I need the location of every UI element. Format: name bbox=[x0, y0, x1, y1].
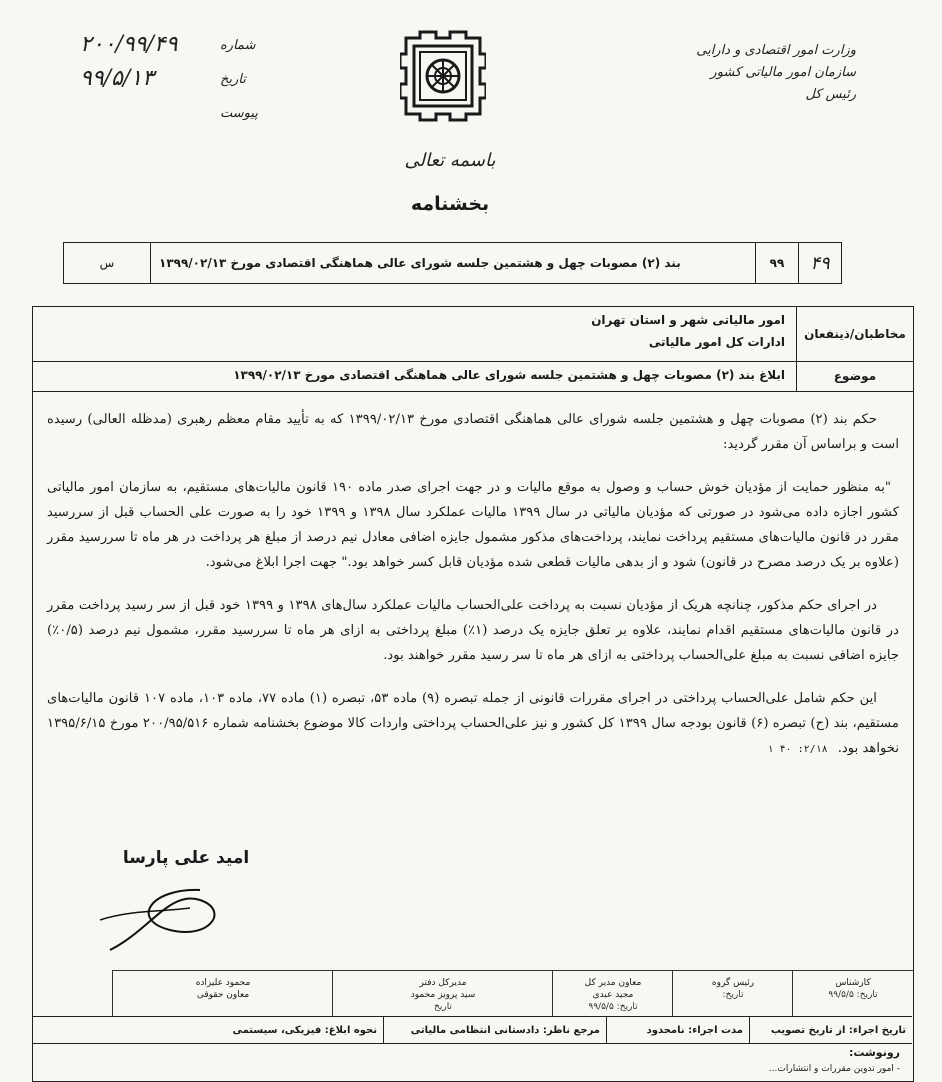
subject-row bbox=[33, 361, 913, 392]
approval-legal-deputy bbox=[112, 970, 333, 1017]
approval-role: معاون حقوقی bbox=[196, 990, 250, 1000]
approval-director bbox=[332, 970, 553, 1017]
addressee-line-2: ادارات کل امور مالیاتی bbox=[648, 335, 785, 349]
approval-date: تاریخ: ۹۹/۵/۵ bbox=[588, 1002, 638, 1012]
number-value: ۲۰۰/۹۹/۴۹ bbox=[80, 32, 178, 57]
approval-date: تاریخ: bbox=[722, 990, 744, 1000]
ministry-line-3: رئیس کل bbox=[805, 87, 856, 102]
execution-duration: مدت اجراء: نامحدود bbox=[606, 1017, 749, 1043]
cc-title: رونوشت: bbox=[848, 1046, 900, 1059]
approval-date: تاریخ bbox=[434, 1002, 452, 1012]
ministry-line-2: سازمان امور مالیاتی کشور bbox=[710, 65, 856, 80]
body-paragraph-4-text: این حکم شامل علی‌الحساب پرداختی در اجرای مقررات قانونی از جمله تبصره (۹) ماده ۵۳، تبصره (۱) ماده ۷۷، ماده ۱۰۳، ماده ۱۰۷ قانون مالیات‌های مستقیم، بند (ح) تبصره (۶) قانون بودجه سال ۱۳۹۹ کل کشور و نیز علی‌الحساب پرداختی واردات کالا موضوع بخشنامه شماره ۲۰۰/۹۵/۵۱۶ مورخ ۱۳۹۵/۶/۱۵ نخواهد بود. bbox=[47, 691, 899, 756]
addressees-row bbox=[33, 307, 913, 362]
handwritten-date-note: ۱ ۴۰ :۲/۱۸ bbox=[767, 744, 828, 755]
body-paragraph-1: حکم بند (۲) مصوبات چهل و هشتمین جلسه شورای عالی هماهنگی اقتصادی مورخ ۱۳۹۹/۰۲/۱۳ که به تأیید مقام معظم رهبری (مدظله العالی) رسیده است و براساس آن مقرر گردید: bbox=[47, 412, 899, 452]
reference-year: ۹۹ bbox=[755, 243, 798, 283]
cc-line: - امور تدوین مقررات و انتشارات... bbox=[768, 1064, 900, 1074]
ministry-line-1: وزارت امور اقتصادی و دارایی bbox=[696, 43, 856, 58]
reference-number: ۴۹ bbox=[798, 243, 841, 283]
reference-row bbox=[63, 242, 842, 284]
approval-name: محمود علیزاده bbox=[195, 978, 251, 988]
approval-name: مجید عبدی bbox=[592, 990, 634, 1000]
footer-row bbox=[32, 1016, 912, 1044]
date-value: ۹۹/۵/۱۳ bbox=[80, 66, 154, 91]
date-label: تاریخ bbox=[220, 72, 246, 87]
letter-meta bbox=[70, 30, 270, 132]
approval-role: کارشناس bbox=[835, 978, 871, 988]
notification-method: نحوه ابلاغ: فیزیکی، سیستمی bbox=[32, 1017, 383, 1043]
approval-deputy-director bbox=[552, 970, 673, 1017]
circular-body-box bbox=[32, 306, 914, 1082]
approval-role: معاون مدیر کل bbox=[584, 978, 642, 988]
approval-name: سید پرویز محمود bbox=[410, 990, 476, 1000]
body-text bbox=[47, 407, 899, 780]
number-label: شماره bbox=[220, 38, 256, 53]
organization-logo bbox=[400, 28, 486, 124]
body-paragraph-3: در اجرای حکم مذکور، چنانچه هریک از مؤدیان نسبت به پرداخت علی‌الحساب مالیات عملکرد سال‌های ۱۳۹۸ و ۱۳۹۹ خود قبل از سر رسید پرداخت مقرر در قانون مالیات‌های مستقیم اقدام نمایند، علاوه بر تعلق جایزه یک درصد (۱٪) مبلغ پرداختی به ازای هر ماه تا سررسید مقرر، مشمول نیم درصد (۰/۵٪) جایزه اضافی نسبت به مبلغ علی‌الحساب پرداختی به ازای هر ماه تا سر رسید مقرر خواهند بود. bbox=[47, 598, 899, 663]
body-paragraph-4 bbox=[47, 686, 899, 762]
approval-strip bbox=[32, 970, 912, 1016]
subject-value: ابلاغ بند (۲) مصوبات چهل و هشتمین جلسه شورای عالی هماهنگی اقتصادی مورخ ۱۳۹۹/۰۲/۱۳ bbox=[233, 368, 785, 382]
bismillah: باسمه تعالی bbox=[404, 150, 496, 171]
addressee-line-1: امور مالیاتی شهر و استان تهران bbox=[591, 313, 785, 327]
addressees-label: مخاطبان/ذینفعان bbox=[796, 307, 913, 361]
approval-role: رئیس گروه bbox=[711, 978, 755, 988]
reference-type: س bbox=[99, 256, 115, 270]
supervising-authority: مرجع ناظر: دادستانی انتظامی مالیاتی bbox=[383, 1017, 606, 1043]
ministry-header bbox=[656, 40, 856, 106]
body-paragraph-2: "به منظور حمایت از مؤدیان خوش حساب و وصول به موقع مالیات و در جهت اجرای صدر ماده ۱۹۰ قانون مالیات‌های مستقیم، به سازمان امور مالیاتی کشور اجازه داده می‌شود در صورتی که مؤدیان مالیاتی در سال ۱۳۹۹ مالیات عملکرد سال ۱۳۹۸ و ۱۳۹۹ خود را به صورت علی الحساب قبل از سررسید مقرر در قانون مالیات‌های مستقیم پرداخت نمایند، پرداخت‌های مذکور مشمول جایزه اضافی معادل نیم درصد از مبلغ هر پرداخت در هر ماه تا سررسید مقرر (علاوه بر یک درصد مصرح در قانون) شود و از بدهی مالیات قطعی شده مؤدیان قابل کسر خواهد بود." جهت اجرا ابلاغ می‌شود. bbox=[47, 480, 899, 570]
approval-date: تاریخ: ۹۹/۵/۵ bbox=[828, 990, 878, 1000]
approval-role: مدیرکل دفتر bbox=[419, 978, 467, 988]
execution-date: تاریخ اجراء: از تاریخ تصویب bbox=[749, 1017, 912, 1043]
attachment-label: پیوست bbox=[220, 106, 258, 121]
approval-expert bbox=[792, 970, 913, 1017]
circular-title: بخشنامه bbox=[410, 193, 490, 215]
approval-group-head bbox=[672, 970, 793, 1017]
subject-label: موضوع bbox=[796, 361, 913, 391]
signature bbox=[90, 860, 330, 960]
signer-name: امید علی پارسا bbox=[122, 848, 250, 868]
reference-subject: بند (۲) مصوبات چهل و هشتمین جلسه شورای عالی هماهنگی اقتصادی مورخ ۱۳۹۹/۰۲/۱۳ bbox=[150, 243, 755, 283]
